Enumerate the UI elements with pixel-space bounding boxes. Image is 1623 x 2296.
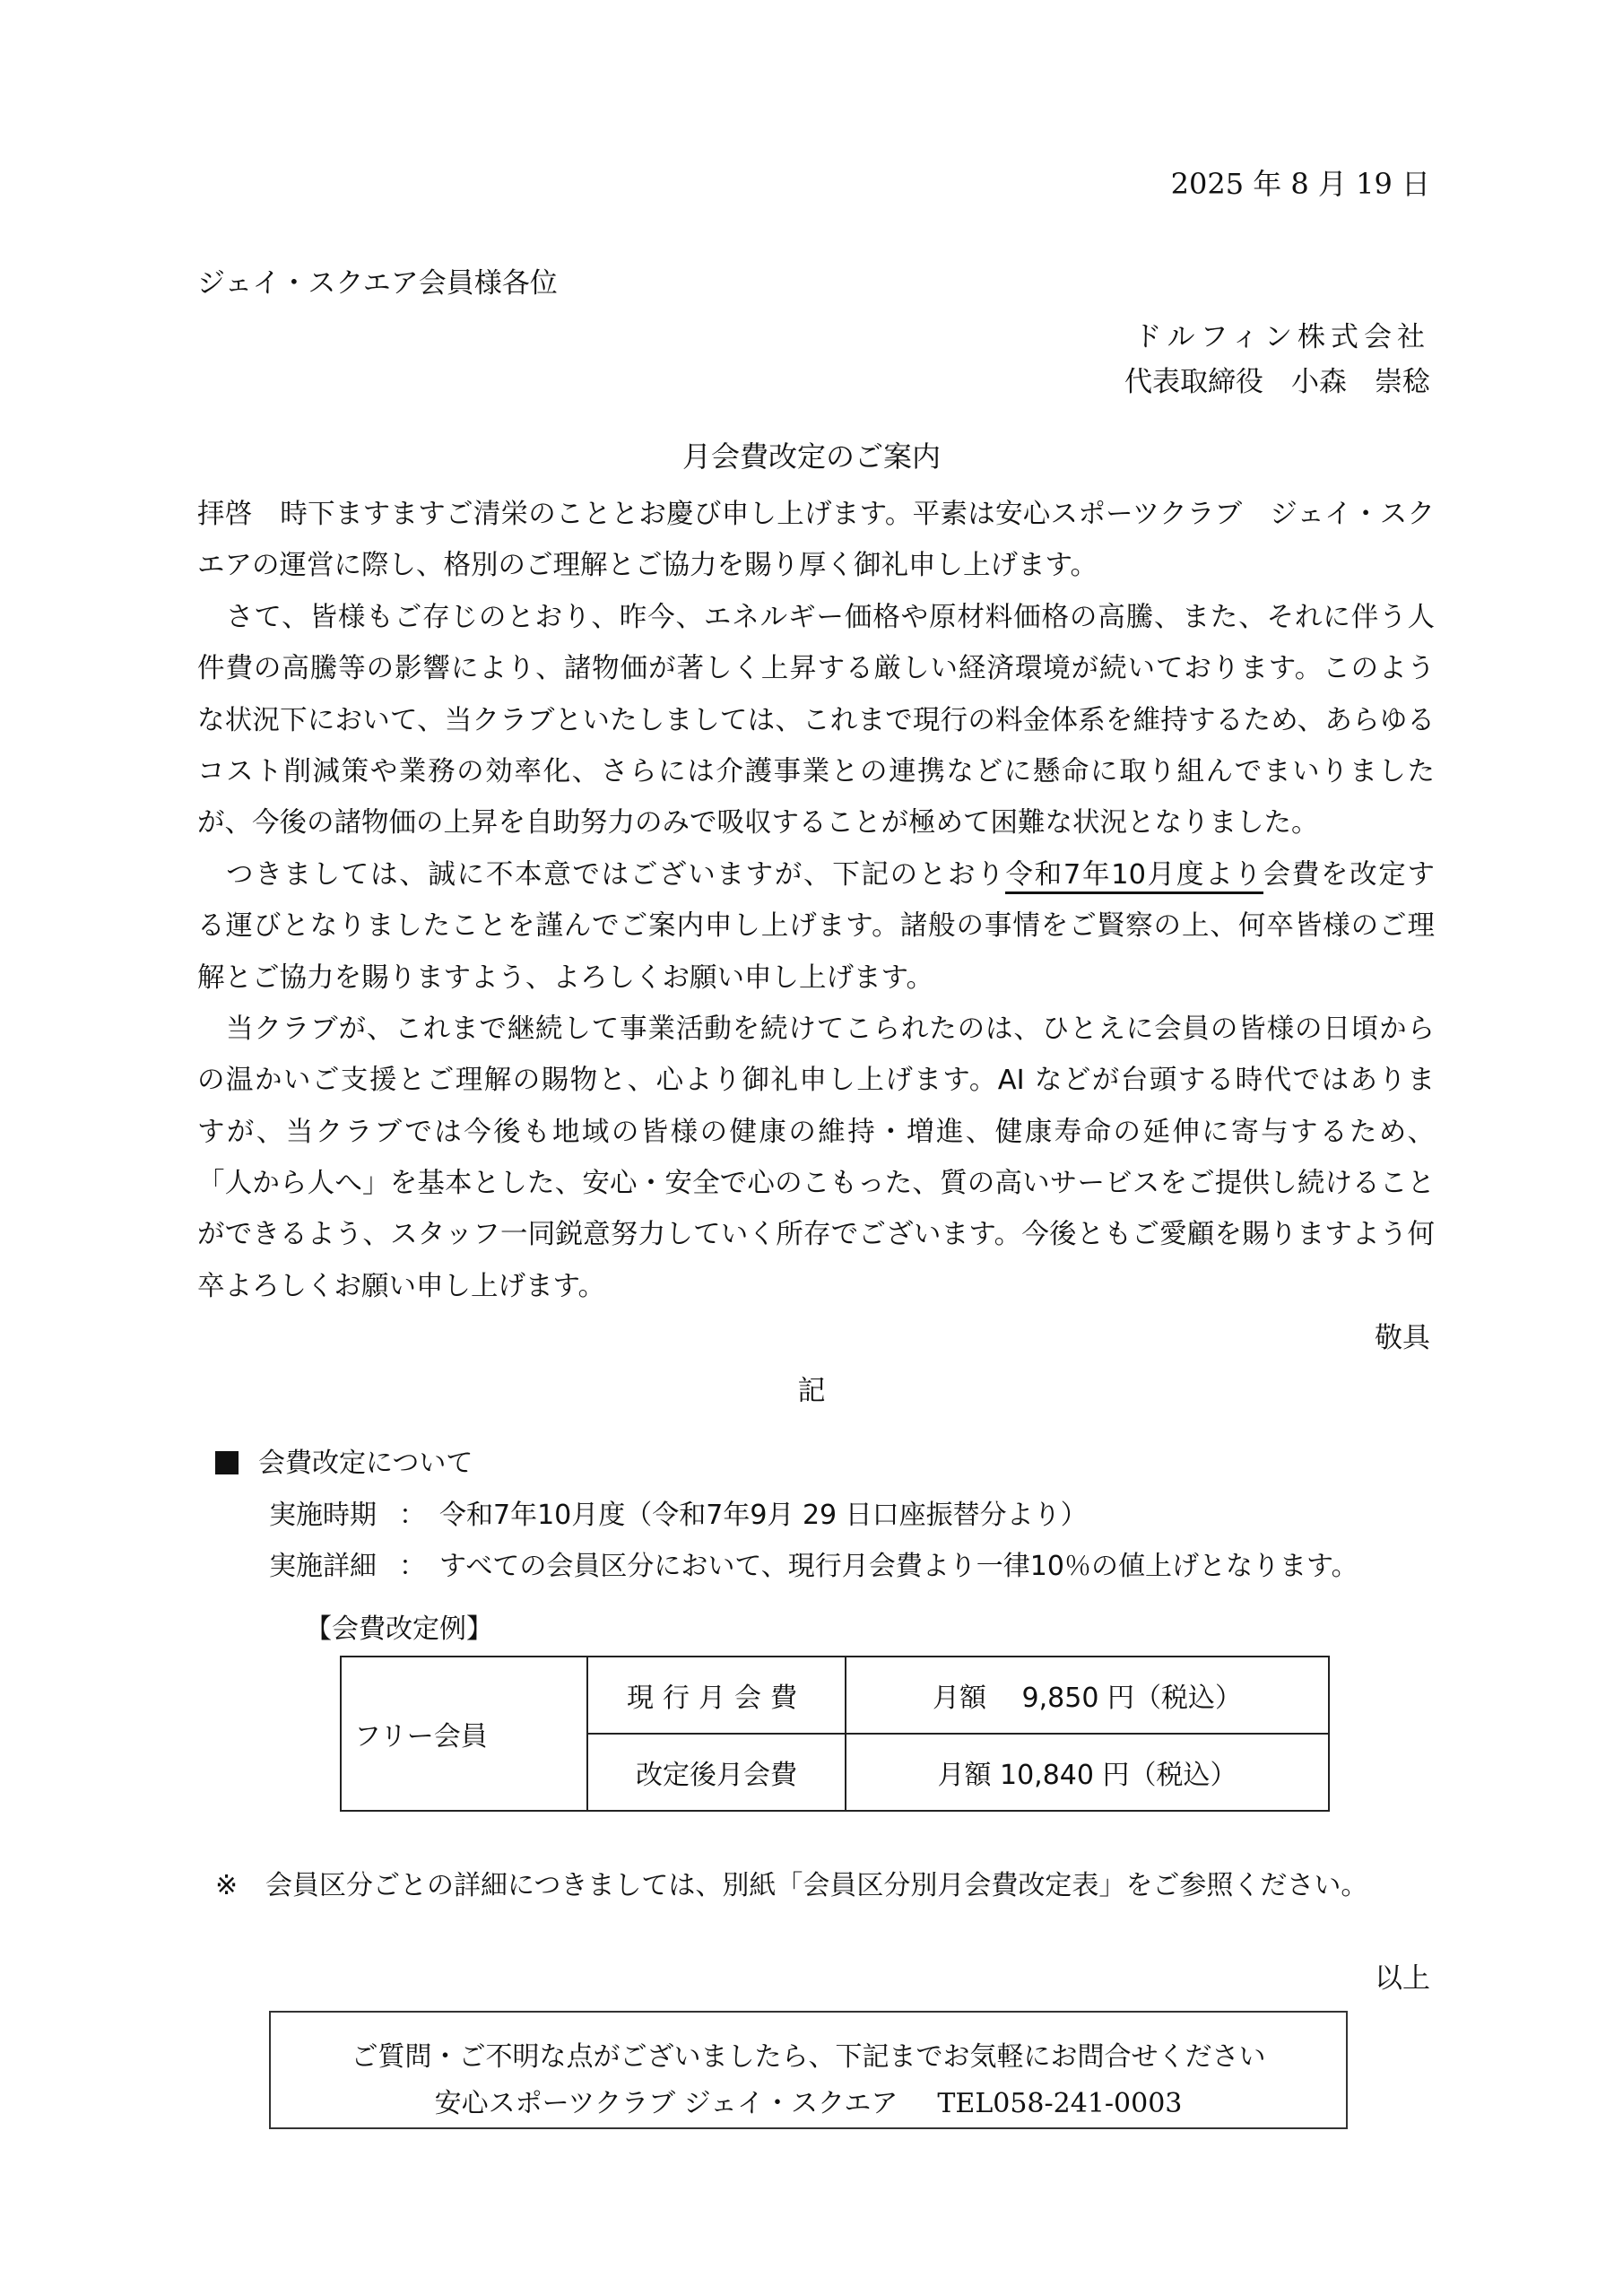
fee-example-table	[340, 1656, 1330, 1812]
contact-details	[271, 2081, 1346, 2120]
member-type-cell: フリー会員	[341, 1657, 587, 1811]
detail-label: 実施詳細	[269, 1551, 377, 1582]
contact-message: ご質問・ご不明な点がございましたら、下記までお気軽にお問合せください	[351, 2041, 1266, 2073]
fee-amount-cell: 月額 9,850 円（税込）	[846, 1657, 1329, 1734]
body-line: が、今後の諸物価の上昇を自助努力のみで吸収することが極めて困難な状況となりました。	[197, 807, 1319, 839]
contact-club-name: 安心スポーツクラブ ジェイ・スクエア	[434, 2088, 898, 2119]
note-text: 会員区分ごとの詳細につきましては、別紙「会員区分別月会費改定表」をご参照ください。	[265, 1870, 1368, 1901]
contact-phone: TEL058-241-0003	[937, 2088, 1183, 2119]
square-bullet-icon	[215, 1451, 239, 1474]
period-separator: ：	[399, 1500, 426, 1531]
revision-date-underlined: 令和7年10月度より	[1005, 859, 1263, 894]
period-label: 実施時期	[269, 1500, 377, 1531]
body-line: の温かいご支援とご理解の賜物と、心より御礼申し上げます。AI などが台頭する時代ではありま	[197, 1065, 1435, 1097]
body-line: な状況下において、当クラブといたしましては、これまで現行の料金体系を維持するため、あらゆる	[197, 704, 1435, 736]
document-title: 月会費改定のご案内	[681, 439, 941, 474]
section-heading	[215, 1440, 473, 1480]
body-line: 当クラブが、これまで継続して事業活動を続けてこられたのは、ひとえに会員の皆様の日頃から	[226, 1013, 1435, 1045]
revision-text-before: つきましては、誠に不本意ではございますが、下記のとおり	[226, 858, 1006, 891]
note	[215, 1863, 1367, 1902]
note-mark: ※	[215, 1870, 239, 1901]
body-line: 「人から人へ」を基本とした、安心・安全で心のこもった、質の高いサービスをご提供し続けること	[197, 1168, 1435, 1200]
fee-kind-cell: 現行月会費	[587, 1657, 846, 1734]
body-line: 件費の高騰等の影響により、諸物価が著しく上昇する厳しい経済環境が続いております。このよう	[197, 653, 1435, 685]
body-line: ができるよう、スタッフ一同鋭意努力していく所存でございます。今後ともご愛顧を賜りますよう何	[197, 1219, 1435, 1251]
fee-kind-cell: 改定後月会費	[587, 1734, 846, 1811]
revision-text-after: 会費を改定す	[1263, 858, 1436, 891]
body-line: る運びとなりましたことを謹んでご案内申し上げます。諸般の事情をご賢察の上、何卒皆様のご理	[197, 910, 1435, 943]
body-line: すが、当クラブでは今後も地域の皆様の健康の維持・増進、健康寿命の延伸に寄与するため、	[197, 1116, 1435, 1148]
implementation-period-row	[269, 1492, 1088, 1532]
contact-box	[269, 2011, 1348, 2129]
body-line-revision	[197, 849, 1435, 900]
sender-company: ドルフィン株式会社	[1133, 321, 1430, 353]
addressee: ジェイ・スクエア会員様各位	[197, 267, 558, 300]
letter-body	[197, 489, 1435, 1312]
period-value: 令和7年10月度（令和7年9月 29 日口座振替分より）	[439, 1500, 1088, 1531]
implementation-detail-row	[269, 1544, 1358, 1583]
detail-value: すべての会員区分において、現行月会費より一律10％の値上げとなります。	[439, 1551, 1358, 1582]
ki-heading: 記	[797, 1375, 826, 1407]
body-line: 解とご協力を賜りますよう、よろしくお願い申し上げます。	[197, 961, 934, 994]
body-line: エアの運営に際し、格別のご理解とご協力を賜り厚く御礼申し上げます。	[197, 550, 1098, 582]
body-line: さて、皆様もご存じのとおり、昨今、エネルギー価格や原材料価格の高騰、また、それに伴う人	[226, 601, 1435, 633]
body-line: 拝啓 時下ますますご清栄のこととお慶び申し上げます。平素は安心スポーツクラブ ジェイ・スク	[197, 499, 1435, 530]
closing-keigu: 敬具	[1375, 1322, 1430, 1354]
section-heading-text: 会費改定について	[258, 1448, 473, 1479]
body-line: コスト削減策や業務の効率化、さらには介護事業との連携などに懸命に取り組んでまいりました	[197, 755, 1435, 787]
document-date: 2025 年 8 月 19 日	[1170, 167, 1430, 201]
body-line: 卒よろしくお願い申し上げます。	[197, 1270, 606, 1302]
detail-separator: ：	[399, 1551, 426, 1582]
closing-ijo: 以上	[1375, 1962, 1430, 1995]
sender-representative: 代表取締役 小森 崇稔	[1124, 366, 1430, 398]
table-row	[341, 1657, 1329, 1734]
fee-amount-cell: 月額 10,840 円（税込）	[846, 1734, 1329, 1811]
fee-example-label: 【会費改定例】	[305, 1613, 493, 1645]
